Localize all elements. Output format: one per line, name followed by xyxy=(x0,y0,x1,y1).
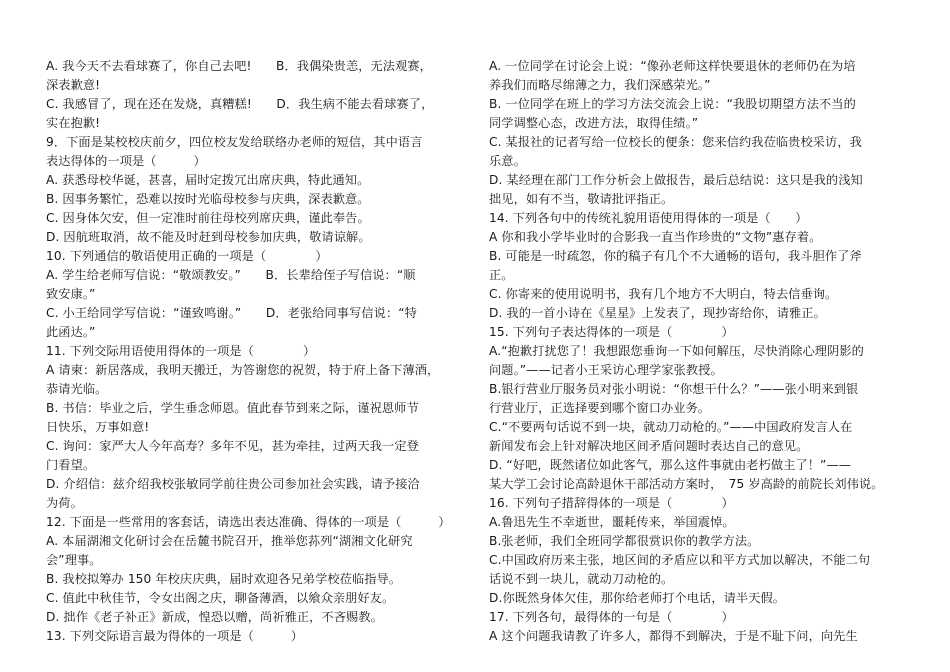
left-column xyxy=(46,57,471,646)
text-line: C. 询问：家严大人今年高寿？多年不见，甚为牵挂，过两天我一定登 xyxy=(46,439,419,453)
text-line: 乐意。 xyxy=(489,154,526,168)
text-line: 10. 下列通信的敬语使用正确的一项是（ ） xyxy=(46,249,328,263)
text-line: C. 因身体欠安，但一定准时前往母校列席庆典，谨此奉告。 xyxy=(46,211,370,225)
text-line: A. 本届湖湘文化研讨会在岳麓书院召开，推举您荪列“湖湘文化研究 xyxy=(46,534,413,548)
text-line: 此函达。” xyxy=(46,325,96,339)
text-line: 14. 下列各句中的传统礼貌用语使用得体的一项是（ ） xyxy=(489,211,808,225)
text-line: 17. 下列各句，最得体的一句是（ ） xyxy=(489,610,734,624)
text-line: A 这个问题我请教了许多人，都得不到解决，于是不耻下问，向先生 xyxy=(489,629,858,643)
text-line: A 请柬：新居落成，我明天搬迁，为答谢您的祝贺，特于府上备下薄酒， xyxy=(46,363,440,377)
text-line: 恭请光临。 xyxy=(46,382,108,396)
text-line: 12. 下面是一些常用的客套话，请选出表达准确、得体的一项是（ ） xyxy=(46,515,451,529)
text-line: C. 某报社的记者写给一位校长的便条：您来信约我莅临贵校采访，我 xyxy=(489,135,862,149)
text-line: D. 因航班取消，故不能及时赶到母校参加庆典，敬请谅解。 xyxy=(46,230,371,244)
text-line: B.张老师，我们全班同学都很赏识你的教学方法。 xyxy=(489,534,760,548)
text-line: D.你既然身体欠佳，那你给老师打个电话，请半天假。 xyxy=(489,591,786,605)
text-line: B.银行营业厅服务员对张小明说：“你想干什么？”——张小明来到银 xyxy=(489,382,859,396)
text-line: 实在抱歉! xyxy=(46,116,101,130)
text-line: 养我们而略尽绵薄之力，我们深感荣光。” xyxy=(489,78,711,92)
text-line: B. 书信：毕业之后，学生垂念师恩。值此春节到来之际，谨祝恩师节 xyxy=(46,401,419,415)
text-line: 15. 下列句子表达得体的一项是（ ） xyxy=(489,325,734,339)
text-line: C. 你寄来的使用说明书，我有几个地方不大明白，特去信垂询。 xyxy=(489,287,838,301)
text-line: A 你和我小学毕业时的合影我一直当作珍贵的“文物”惠存着。 xyxy=(489,230,822,244)
right-column xyxy=(489,57,914,646)
text-line: 13. 下列交际语言最为得体的一项是（ ） xyxy=(46,629,304,643)
text-line: 拙见，如有不当，敬请批评指正。 xyxy=(489,192,674,206)
text-line: 会”理事。 xyxy=(46,553,102,567)
text-line: 表达得体的一项是（ ） xyxy=(46,154,206,168)
text-line: 日快乐，万事如意! xyxy=(46,420,150,434)
text-line: D. 介绍信：兹介绍我校张敏同学前往贵公司参加社会实践，请予接洽 xyxy=(46,477,420,491)
text-line: D. 拙作《老子补正》新成，惶恐以赠，尚祈雅正，不吝赐教。 xyxy=(46,610,383,624)
text-line: 为荷。 xyxy=(46,496,83,510)
text-line: 正。 xyxy=(489,268,514,282)
text-line: D. 某经理在部门工作分析会上做报告，最后总结说：这只是我的浅知 xyxy=(489,173,863,187)
text-line: D. “好吧，既然诸位如此客气，那么这件事就由老朽做主了！”—— xyxy=(489,458,852,472)
text-line: B. 因事务繁忙，恐难以按时光临母校参与庆典，深表歉意。 xyxy=(46,192,370,206)
text-line: C. 值此中秋佳节，令女出阁之庆，聊备薄酒，以飨众亲朋好友。 xyxy=(46,591,395,605)
text-line: B. 可能是一时疏忽，你的稿子有几个不大通畅的语句，我斗胆作了斧 xyxy=(489,249,862,263)
text-line: A.“抱歉打扰您了！我想跟您垂询一下如何解压，尽快消除心理阴影的 xyxy=(489,344,864,358)
text-line: C. 小王给同学写信说：“谨致鸣谢。” D．老张给同事写信说：“特 xyxy=(46,306,417,320)
text-line: A. 一位同学在讨论会上说：“像孙老师这样快要退休的老师仍在为培 xyxy=(489,59,856,73)
text-line: C.“不要两句话说不到一块，就动刀动枪的。”——中国政府发言人在 xyxy=(489,420,853,434)
text-line: 话说不到一块儿，就动刀动枪的。 xyxy=(489,572,674,586)
text-line: A. 我今天不去看球赛了，你自己去吧! B．我偶染贵恙，无法观赛， xyxy=(46,59,432,73)
text-line: A. 获悉母校华诞，甚喜，届时定拨冗出席庆典，特此通知。 xyxy=(46,173,370,187)
text-line: 11. 下列交际用语使用得体的一项是（ ） xyxy=(46,344,316,358)
text-line: 某大学工会讨论高龄退休干部活动方案时， 75 岁高龄的前院长刘伟说。 xyxy=(489,477,884,491)
text-line: D. 我的一首小诗在《星星》上发表了，现抄寄给你，请雅正。 xyxy=(489,306,826,320)
text-line: B. 一位同学在班上的学习方法交流会上说：“我股切期望方法不当的 xyxy=(489,97,856,111)
text-line: 问题。”——记者小王采访心理学家张教授。 xyxy=(489,363,723,377)
text-line: 门看望。 xyxy=(46,458,96,472)
text-line: 16. 下列句子措辞得体的一项是（ ） xyxy=(489,496,734,510)
text-line: 同学调整心态，改进方法，取得佳绩。” xyxy=(489,116,699,130)
text-line: 行营业厅，正选择要到哪个窗口办业务。 xyxy=(489,401,711,415)
text-line: B. 我校拟筹办 150 年校庆庆典，届时欢迎各兄弟学校莅临指导。 xyxy=(46,572,402,586)
text-line: C. 我感冒了，现在还在发烧，真糟糕! D．我生病不能去看球赛了， xyxy=(46,97,434,111)
text-line: C.中国政府历来主张，地区间的矛盾应以和平方式加以解决，不能二句 xyxy=(489,553,871,567)
text-line: 致安康。” xyxy=(46,287,96,301)
text-line: A. 学生给老师写信说：“敬颂教安。” B．长辈给侄子写信说：“顺 xyxy=(46,268,416,282)
text-line: A.鲁迅先生不幸逝世，噩耗传来，举国震悼。 xyxy=(489,515,735,529)
text-line: 新闻发布会上针对解决地区间矛盾问题时表达自己的意见。 xyxy=(489,439,809,453)
text-line: 深表歉意! xyxy=(46,78,101,92)
text-line: 9．下面是某校校庆前夕，四位校友发给联络办老师的短信，其中语言 xyxy=(46,135,423,149)
